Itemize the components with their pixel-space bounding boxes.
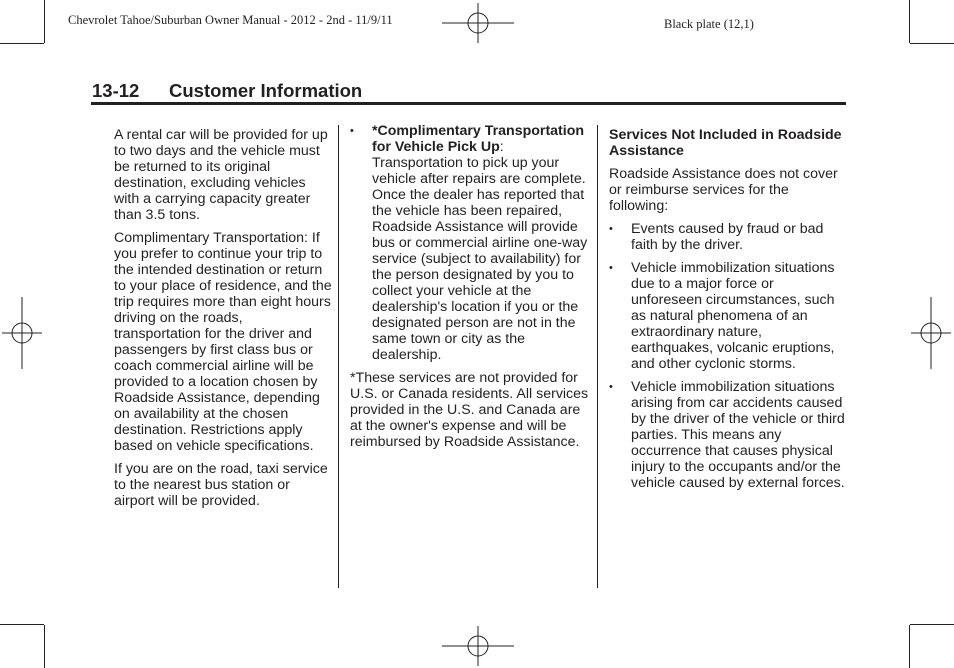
column-divider-2 <box>597 125 598 588</box>
taxi-service-paragraph: If you are on the road, taxi service to the nearest bus station or airport will be provided. <box>114 461 328 509</box>
complimentary-transportation-paragraph: Complimentary Transportation: If you prefer to continue your trip to the intended destination or return to your place of residence, and the trip requires more than eight hours driving on the roads, transportation for the driver and passengers by first class bus or coach commercial airline will be provided to a location chosen by Roadside Assistance, depending on availability at the chosen destination. Restrictions apply based on vehicle specifications. <box>114 230 332 454</box>
rental-car-paragraph: A rental car will be provided for up to two days and the vehicle must be returned to its original destination, excluding vehicles with a carrying capacity greater than 3.5 tons. <box>114 127 328 223</box>
registration-mark-right <box>911 297 951 369</box>
pick-up-bullet-title: *Complimentary Transportation for Vehicle Pick Up <box>372 123 585 155</box>
bullet-glyph: • <box>609 381 613 393</box>
column-1 <box>114 127 332 509</box>
services-note: *These services are not provided for U.S. or Canada residents. All services provided in the U.S. and Canada are at the owner's expense and will be reimbursed by Roadside Assistance. <box>350 370 589 450</box>
pick-up-bullet-text: : Transportation to pick up your vehicle after repairs are complete. Once the dealer has reported that the vehicle has been repaired, Roadside Assistance will provide bus or commercial airline one-way service (subject to availability) for the person designated by you to collect your vehicle at the dealership's location if you or the designated person are not in the same town or city as the dealership. <box>372 139 588 363</box>
registration-mark-bottom <box>442 626 514 666</box>
section-title: Customer Information <box>169 80 363 101</box>
bullet-glyph: • <box>609 223 613 235</box>
bullet-glyph: • <box>609 262 613 274</box>
list-item-text: Vehicle immobilization situations due to a major force or unforeseen circumstances, such as natural phenomena of an extraordinary nature, earthquakes, volcanic eruptions, and other cyclonic storms. <box>631 260 835 372</box>
column-2 <box>350 123 590 450</box>
column-divider-1 <box>338 125 339 588</box>
page-title <box>92 80 362 102</box>
registration-mark-top <box>442 3 514 43</box>
bullet-glyph: • <box>350 125 354 137</box>
not-included-heading: Services Not Included in Roadside Assistance <box>609 127 842 159</box>
pick-up-bullet <box>350 123 590 363</box>
list-item-text: Events caused by fraud or bad faith by the driver. <box>631 221 824 253</box>
not-included-intro: Roadside Assistance does not cover or reimburse services for the following: <box>609 166 838 214</box>
title-rule <box>91 102 846 105</box>
list-item-text: Vehicle immobilization situations arising from car accidents caused by the driver of the vehicle or third parties. This means any occurrence that causes physical injury to the occupants and/or the vehicle caused by external forces. <box>631 379 845 491</box>
print-header-right: Black plate (12,1) <box>664 17 754 31</box>
page-number: 13-12 <box>92 80 140 101</box>
list-item <box>609 260 847 372</box>
print-header-left: Chevrolet Tahoe/Suburban Owner Manual - 2012 - 2nd - 11/9/11 <box>68 13 393 27</box>
list-item <box>609 221 847 253</box>
list-item <box>609 379 847 491</box>
column-3 <box>609 127 847 491</box>
registration-mark-left <box>2 297 42 369</box>
